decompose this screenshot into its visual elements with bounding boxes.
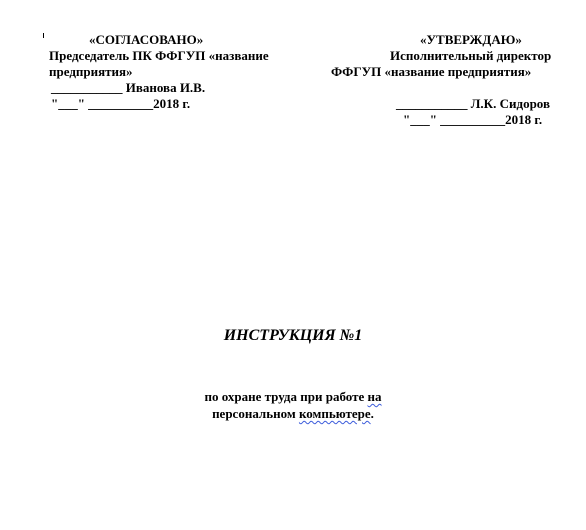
right-block-heading: «УТВЕРЖДАЮ»	[420, 32, 522, 47]
subtitle-text-2a: персональном	[212, 406, 299, 421]
left-block-signature: ___________ Иванова И.В.	[51, 80, 206, 95]
document-subtitle-line1	[0, 388, 586, 405]
subtitle-text-2b: компьютере	[298, 406, 371, 421]
document-subtitle-line2	[0, 405, 586, 422]
right-block-date: "___" __________2018 г.	[403, 112, 543, 127]
left-block-line1: Председатель ПК ФФГУП «название	[49, 48, 269, 63]
subtitle-text-1b: на	[367, 389, 382, 404]
left-block-date: "___" __________2018 г.	[51, 96, 191, 111]
document-title: ИНСТРУКЦИЯ №1	[223, 327, 363, 344]
subtitle-text-1a: по охране труда при работе	[204, 389, 368, 404]
right-block-line1: Исполнительный директор	[390, 48, 552, 63]
right-block-line2: ФФГУП «название предприятия»	[331, 64, 532, 79]
left-block-heading: «СОГЛАСОВАНО»	[89, 32, 204, 47]
right-block-signature: ___________ Л.К. Сидоров	[396, 96, 550, 111]
subtitle-text-2c: .	[370, 406, 374, 421]
corner-mark	[43, 33, 44, 38]
left-block-line2: предприятия»	[49, 64, 133, 79]
